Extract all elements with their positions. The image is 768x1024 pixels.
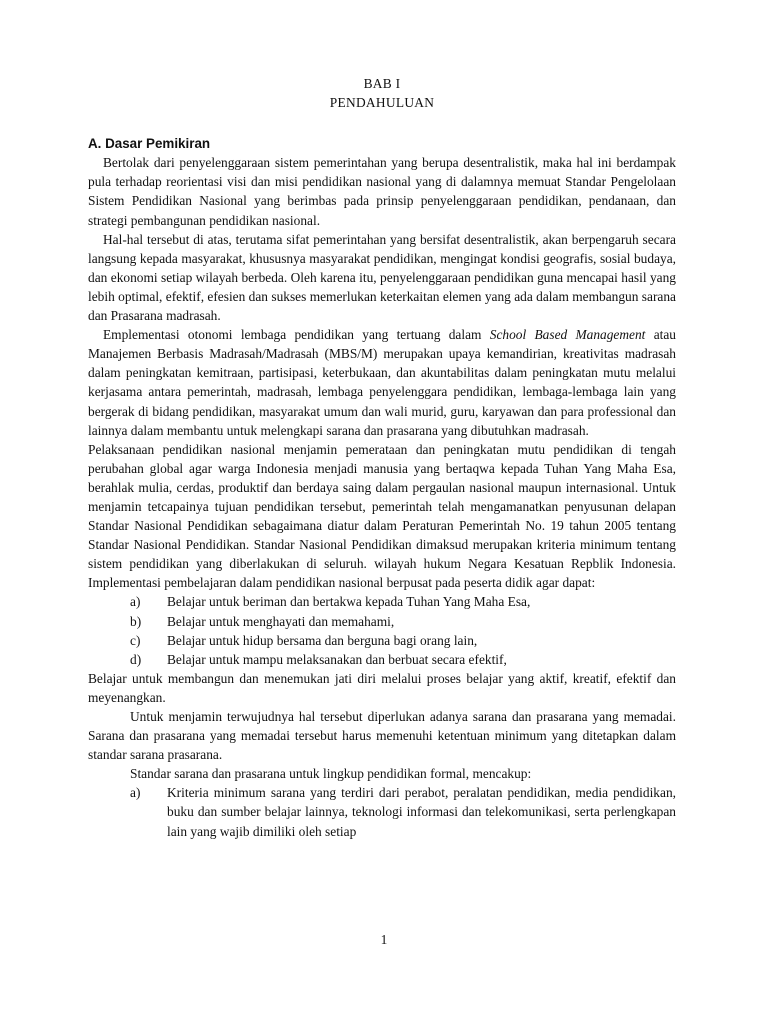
list-item-label: b) [130,613,142,629]
chapter-title: PENDAHULUAN [329,95,435,111]
list-item-text: Belajar untuk beriman dan bertakwa kepada Tuhan Yang Maha Esa, [167,594,531,610]
paragraph-5: Belajar untuk membangun dan menemukan jati diri melalui proses belajar yang aktif, kreatif, efektif dan meyenangkan. [88,670,676,705]
list-item [88,592,676,611]
list-item-label: a) [130,785,141,801]
section-heading: A. Dasar Pemikiran [88,136,211,152]
paragraph-2: Hal-hal tersebut di atas, terutama sifat pemerintahan yang bersifat desentralistik, akan berpengaruh secara langsung kepada masyarakat, khususnya masyarakat pendidikan, mengingat kondisi geografis, sosial budaya, dan ekonomi setiap wilayah berbeda. Oleh karena itu, penyelenggaraan pendidikan guna mencapai hasil yang lebih optimal, efektif, efesien dan sukses memerlukan keterkaitan elemen yang ada dalam membangun sarana dan Prasarana madrasah. [88,231,676,324]
list-item [88,612,676,631]
paragraph-1: Bertolak dari penyelenggaraan sistem pemerintahan yang berupa desentralistik, maka hal ini berdampak pula terhadap reorientasi visi dan misi pendidikan nasional yang di dalamnya memuat Standar Pengelolaan Sistem Pendidikan Nasional yang berimbas pada prinsip penyelenggaraan pendidikan, pendanaan, dan strategi pembangunan pendidikan nasional. [88,155,676,228]
list-item [88,631,676,650]
learning-list [88,592,676,668]
standards-list [88,783,676,840]
list-item [88,650,676,669]
paragraph-3-start: Emplementasi otonomi lembaga pendidikan yang tertuang dalam [103,327,490,343]
list-item-label: d) [130,651,142,667]
paragraph-6: Untuk menjamin terwujudnya hal tersebut diperlukan adanya sarana dan prasarana yang memadai. Sarana dan prasarana yang memadai tersebut harus memenuhi ketentuan minimum yang ditetapkan dalam standar sarana prasarana. [88,709,676,763]
paragraph-3-end: atau Manajemen Berbasis Madrasah/Madrasah (MBS/M) merupakan upaya kemandirian, kreativitas madrasah dalam peningkatan kemitraan, partisipasi, keterbukaan, dan akuntabilitas dalam peningkatan mutu melalui kerjasama antara pemerintah, madrasah, lembaga penyelenggara pendidikan, lembaga-lembaga lain yang bergerak di bidang pendidikan, masyarakat umum dan wali murid, guru, karyawan dan para professional dan lainnya dalam membantu untuk melengkapi sarana dan prasarana yang dibutuhkan madrasah. [88,327,676,438]
paragraph-3 [88,325,676,440]
list-item-text: Belajar untuk menghayati dan memahami, [167,613,395,629]
list-item-label: c) [130,632,141,648]
chapter-label: BAB I [363,76,401,91]
list-item-text: Kriteria minimum sarana yang terdiri dari perabot, peralatan pendidikan, media pendidikan, buku dan sumber belajar lainnya, teknologi informasi dan telekomunikasi, serta perlengkapan lain yang wajib dimiliki oleh setiap [167,785,676,839]
list-item-label: a) [130,594,141,610]
paragraph-3-italic: School Based Management [489,327,646,343]
page-content [88,74,676,841]
list-item [88,783,676,840]
paragraph-4: Pelaksanaan pendidikan nasional menjamin pemerataan dan peningkatan mutu pendidikan di tengah perubahan global agar warga Indonesia menjadi manusia yang bertaqwa kepada Tuhan Yang Maha Esa, berahlak mulia, cerdas, produktif dan berdaya saing dalam pergaulan nasional maupun internasional. Untuk menjamin tetcapainya tujuan pendidikan tersebut, pemerintah telah mengamanatkan penyusunan delapan Standar Nasional Pendidikan sebagaimana diatur dalam Peraturan Pemerintah No. 19 tahun 2005 tentang Standar Nasional Pendidikan. Standar Nasional Pendidikan dimaksud merupakan kriteria minimum tentang sistem pendidikan yang diberlakukan di seluruh. wilayah hukum Negara Kesatuan Repblik Indonesia. Implementasi pembelajaran dalam pendidikan nasional berpusat pada peserta didik agar dapat: [88,441,676,591]
paragraph-7: Standar sarana dan prasarana untuk lingkup pendidikan formal, mencakup: [130,766,532,782]
list-item-text: Belajar untuk hidup bersama dan berguna bagi orang lain, [167,632,478,648]
page-number: 1 [380,932,388,947]
list-item-text: Belajar untuk mampu melaksanakan dan berbuat secara efektif, [167,651,507,667]
